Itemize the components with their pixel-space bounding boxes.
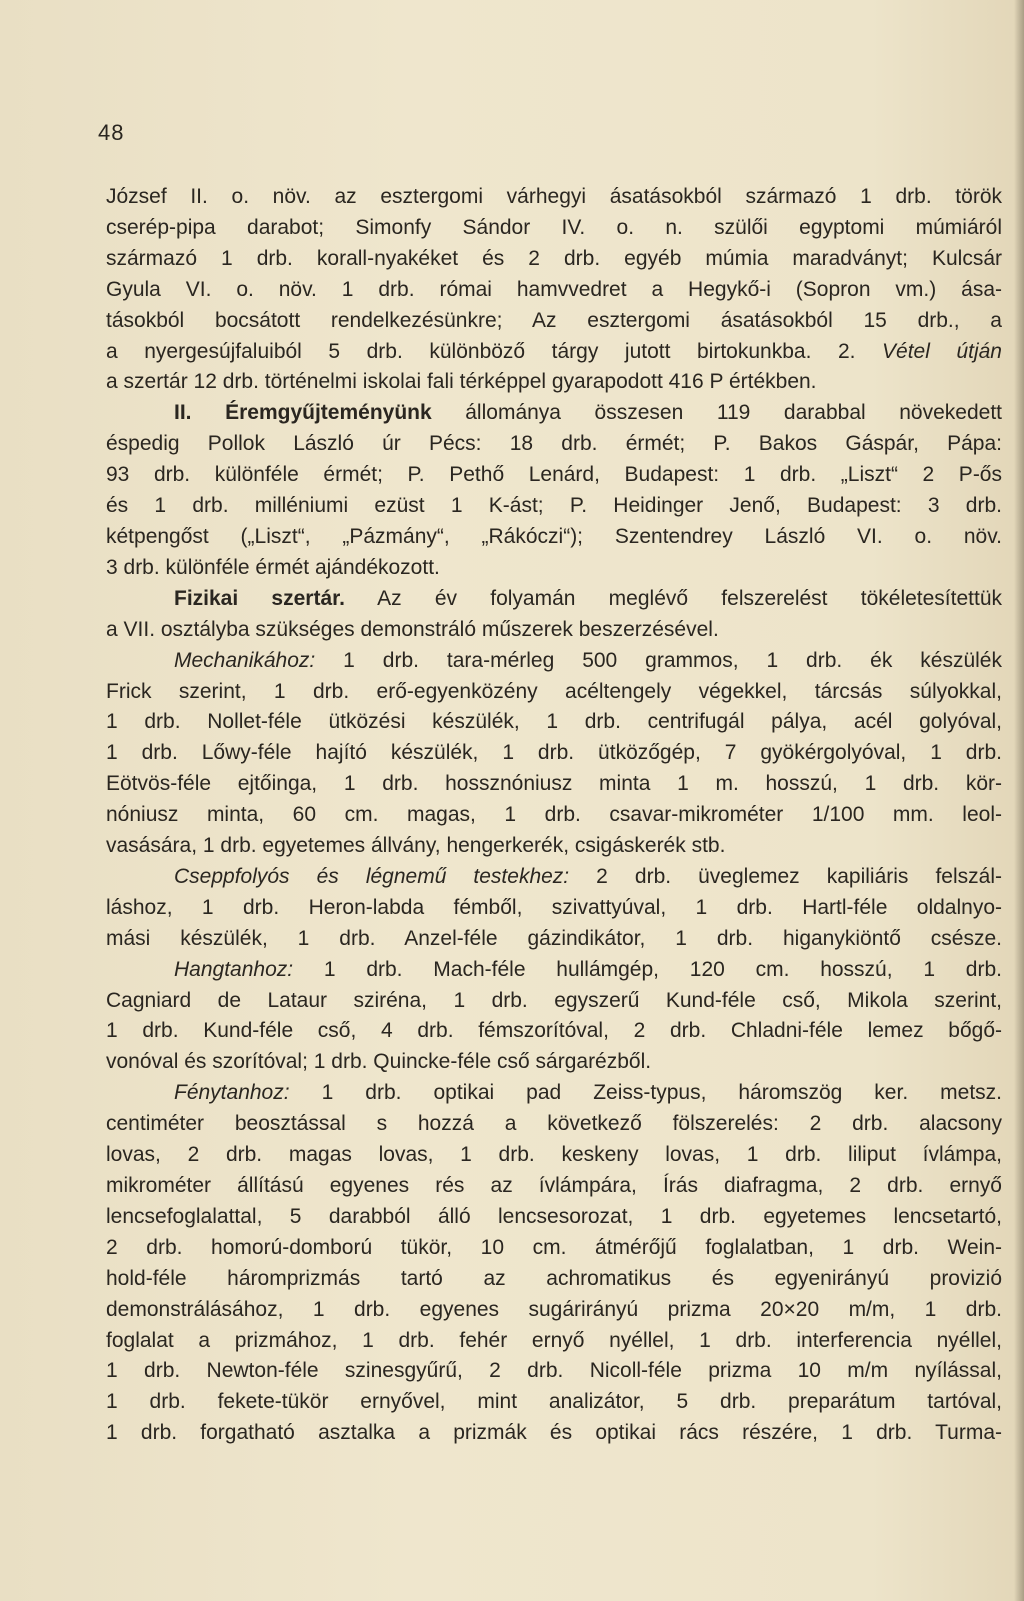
text-line bbox=[106, 1295, 1002, 1326]
text-line bbox=[106, 677, 1002, 708]
text-segment: a VII. osztályba szükséges demonstráló műszerek beszerzésével. bbox=[106, 617, 719, 641]
text-segment: láshoz, 1 drb. Heron-labda fémből, szivattyúval, 1 drb. Hartl-féle oldalnyo- bbox=[106, 895, 1002, 919]
text-line bbox=[106, 1047, 1002, 1078]
text-segment: éspedig Pollok László úr Pécs: 18 drb. érmét; P. Bakos Gáspár, Pápa: bbox=[106, 432, 1002, 456]
italic-heading: Vétel útján bbox=[882, 339, 1002, 363]
text-segment: állománya összesen 119 darabbal növekedett bbox=[431, 401, 1002, 425]
text-segment: kétpengőst („Liszt“, „Pázmány“, „Rákóczi“); Szentendrey László VI. o. növ. bbox=[106, 524, 1002, 548]
text-line bbox=[106, 522, 1002, 553]
text-line bbox=[106, 275, 1002, 306]
text-line bbox=[106, 1326, 1002, 1357]
text-segment: demonstrálásához, 1 drb. egyenes sugárirányú prizma 20×20 m/m, 1 drb. bbox=[106, 1297, 1002, 1321]
text-line bbox=[106, 893, 1002, 924]
text-segment: vasására, 1 drb. egyetemes állvány, hengerkerék, csigáskerék stb. bbox=[106, 834, 726, 858]
text-line bbox=[106, 800, 1002, 831]
page-number: 48 bbox=[98, 120, 125, 145]
text-line bbox=[106, 306, 1002, 337]
text-segment: cserép-pipa darabot; Simonfy Sándor IV. o. n. szülői egyptomi múmiáról bbox=[106, 215, 1002, 239]
text-segment: nóniusz minta, 60 cm. magas, 1 drb. csavar-mikrométer 1/100 mm. leol- bbox=[106, 803, 1002, 827]
text-line bbox=[106, 1016, 1002, 1047]
text-segment: 1 drb. Lőwy-féle hajító készülék, 1 drb. ütközőgép, 7 gyökérgolyóval, 1 drb. bbox=[106, 741, 1002, 765]
text-line bbox=[106, 1078, 1002, 1109]
text-segment: 1 drb. Mach-féle hullámgép, 120 cm. hosszú, 1 drb. bbox=[293, 957, 1002, 981]
text-line bbox=[106, 460, 1002, 491]
text-line bbox=[106, 553, 1002, 584]
text-segment: mási készülék, 1 drb. Anzel-féle gázindikátor, 1 drb. higanykiöntő csésze. bbox=[106, 926, 1002, 950]
page-edge-shadow bbox=[1014, 0, 1024, 1601]
text-segment: lovas, 2 drb. magas lovas, 1 drb. keskeny lovas, 1 drb. liliput ívlámpa, bbox=[106, 1143, 1002, 1167]
bold-heading: Éremgyűjteményünk bbox=[225, 401, 432, 425]
text-line bbox=[106, 429, 1002, 460]
text-segment: centiméter beosztással s hozzá a következő fölszerelés: 2 drb. alacsony bbox=[106, 1112, 1002, 1136]
text-line bbox=[106, 707, 1002, 738]
text-segment: 93 drb. különféle érmét; P. Pethő Lenárd, Budapest: 1 drb. „Liszt“ 2 P-ős bbox=[106, 463, 1002, 487]
text-segment: Eötvös-féle ejtőinga, 1 drb. hossznóniusz minta 1 m. hosszú, 1 drb. kör- bbox=[106, 772, 1002, 796]
text-line bbox=[106, 1109, 1002, 1140]
text-segment: származó 1 drb. korall-nyakéket és 2 drb. egyéb múmia maradványt; Kulcsár bbox=[106, 246, 1002, 270]
text-segment: Az év folyamán meglévő felszerelést tökéletesítettük bbox=[344, 586, 1002, 610]
text-segment: József II. o. növ. az esztergomi várhegyi ásatásokból származó 1 drb. török bbox=[106, 185, 1002, 208]
text-line bbox=[106, 738, 1002, 769]
text-line bbox=[106, 244, 1002, 275]
italic-heading: Mechanikához: bbox=[174, 648, 316, 672]
text-line bbox=[106, 1356, 1002, 1387]
italic-heading: Fénytanhoz: bbox=[174, 1081, 290, 1105]
text-segment: lencsefoglalattal, 5 darabból álló lencsesorozat, 1 drb. egyetemes lencsetartó, bbox=[106, 1204, 1002, 1228]
text-segment: Frick szerint, 1 drb. erő-egyenközény acéltengely végekkel, tárcsás súlyokkal, bbox=[106, 679, 1002, 703]
text-segment: hold-féle háromprizmás tartó az achromatikus és egyenirányú provizió bbox=[106, 1266, 1002, 1290]
text-line bbox=[106, 646, 1002, 677]
text-line bbox=[106, 1264, 1002, 1295]
text-line bbox=[106, 924, 1002, 955]
text-segment: 1 drb. Newton-féle szinesgyűrű, 2 drb. Nicoll-féle prizma 10 m/m nyílással, bbox=[106, 1359, 1002, 1383]
text-segment: Gyula VI. o. növ. 1 drb. római hamvvedret a Hegykő-i (Sopron vm.) ása- bbox=[106, 277, 1002, 301]
text-line bbox=[106, 213, 1002, 244]
text-segment: a szertár 12 drb. történelmi iskolai fali térképpel gyarapodott 416 P értékben. bbox=[106, 370, 817, 394]
text-segment: tásokból bocsátott rendelkezésünkre; Az esztergomi ásatásokból 15 drb., a bbox=[106, 308, 1002, 332]
text-line bbox=[106, 584, 1002, 615]
text-segment: 1 drb. fekete-tükör ernyővel, mint analizátor, 5 drb. preparátum tartóval, bbox=[106, 1390, 1002, 1414]
text-line bbox=[106, 398, 1002, 429]
text-segment: 1 drb. Nollet-féle ütközési készülék, 1 drb. centrifugál pálya, acél golyóval, bbox=[106, 710, 1002, 734]
text-segment: mikrométer állítású egyenes rés az ívlámpára, Írás diafragma, 2 drb. ernyő bbox=[106, 1174, 1002, 1197]
text-line bbox=[106, 615, 1002, 646]
text-segment: foglalat a prizmához, 1 drb. fehér ernyő nyéllel, 1 drb. interferencia nyéllel, bbox=[106, 1328, 1002, 1352]
bold-heading: Fizikai szertár. bbox=[174, 586, 345, 610]
text-line bbox=[106, 367, 1002, 398]
text-line bbox=[106, 1171, 1002, 1202]
text-line bbox=[106, 182, 1002, 213]
text-line bbox=[106, 1140, 1002, 1171]
text-segment: 2 drb. üveglemez kapiliáris felszál- bbox=[569, 864, 1002, 888]
text-segment: 1 drb. forgatható asztalka a prizmák és optikai rács részére, 1 drb. Turma- bbox=[106, 1421, 1002, 1445]
text-segment: 1 drb. optikai pad Zeiss-typus, háromszög ker. metsz. bbox=[289, 1081, 1002, 1105]
text-segment: 3 drb. különféle érmét ajándékozott. bbox=[106, 555, 440, 579]
text-line bbox=[106, 491, 1002, 522]
text-segment: vonóval és szorítóval; 1 drb. Quincke-féle cső sárgarézből. bbox=[106, 1050, 652, 1074]
text-segment: 2 drb. homorú-domború tükör, 10 cm. átmérőjű foglalatban, 1 drb. Wein- bbox=[106, 1235, 1002, 1259]
text-segment: a nyergesújfaluiból 5 drb. különböző tárgy jutott birtokunkba. 2. bbox=[106, 339, 883, 363]
text-segment: 1 drb. tara-mérleg 500 grammos, 1 drb. ék készülék bbox=[315, 648, 1002, 672]
italic-heading: Hangtanhoz: bbox=[174, 957, 294, 981]
text-line bbox=[106, 1418, 1002, 1449]
italic-heading: Cseppfolyós és légnemű testekhez: bbox=[174, 864, 570, 888]
text-line bbox=[106, 1387, 1002, 1418]
text-line bbox=[106, 862, 1002, 893]
text-segment: 1 drb. Kund-féle cső, 4 drb. fémszorítóval, 2 drb. Chladni-féle lemez bőgő- bbox=[106, 1019, 1002, 1043]
bold-heading: II. bbox=[174, 401, 226, 425]
text-line bbox=[106, 337, 1002, 368]
text-line bbox=[106, 1233, 1002, 1264]
text-segment: és 1 drb. milléniumi ezüst 1 K-ást; P. Heidinger Jenő, Budapest: 3 drb. bbox=[106, 494, 1002, 518]
text-line bbox=[106, 1202, 1002, 1233]
body-text bbox=[106, 182, 1002, 1449]
text-line bbox=[106, 831, 1002, 862]
text-line bbox=[106, 986, 1002, 1017]
text-line bbox=[106, 955, 1002, 986]
text-line bbox=[106, 769, 1002, 800]
text-segment: Cagniard de Lataur sziréna, 1 drb. egyszerű Kund-féle cső, Mikola szerint, bbox=[106, 988, 1002, 1012]
